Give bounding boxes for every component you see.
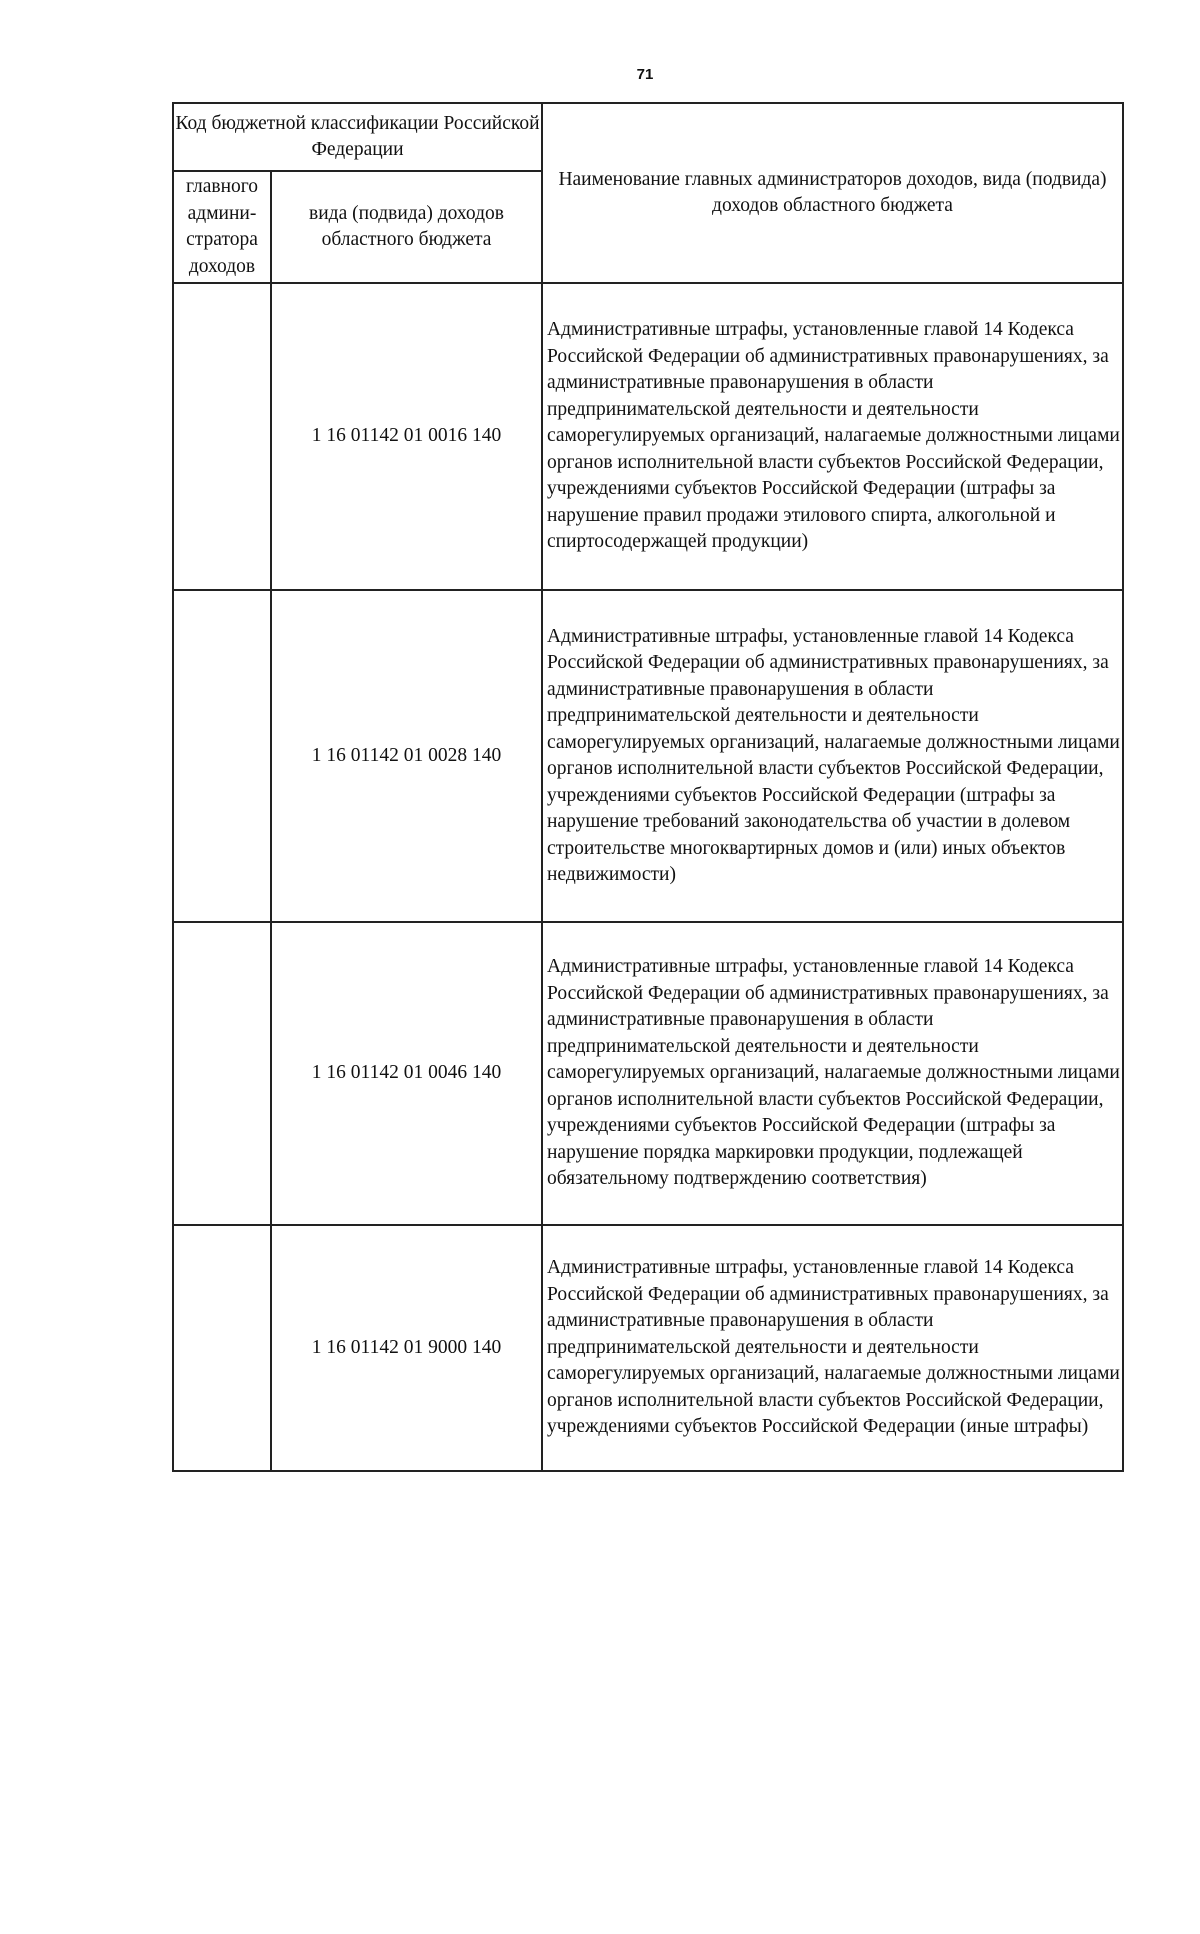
income-code-cell: 1 16 01142 01 9000 140 [271, 1225, 542, 1471]
admin-code-cell [173, 1225, 271, 1471]
income-code-cell: 1 16 01142 01 0028 140 [271, 590, 542, 922]
table-row [173, 922, 1123, 1225]
page-number: 71 [636, 66, 654, 83]
table-header-row [173, 103, 1123, 171]
table-row [173, 1225, 1123, 1471]
header-chief-administrator: главного админи-стратора доходов [173, 171, 271, 283]
income-name-cell: Административные штрафы, установленные главой 14 Кодекса Российской Федерации об административных правонарушениях, за административные правонарушения в области предпринимательской деятельности и деятельности саморегулируемых организаций, налагаемые должностными лицами органов исполнительной власти субъектов Российской Федерации, учреждениями субъектов Российской Федерации (штрафы за нарушение порядка маркировки продукции, подлежащей обязательному подтверждению соответствия) [542, 922, 1123, 1225]
admin-code-cell [173, 283, 271, 590]
income-name-cell: Административные штрафы, установленные главой 14 Кодекса Российской Федерации об административных правонарушениях, за административные правонарушения в области предпринимательской деятельности и деятельности саморегулируемых организаций, налагаемые должностными лицами органов исполнительной власти субъектов Российской Федерации, учреждениями субъектов Российской Федерации (иные штрафы) [542, 1225, 1123, 1471]
header-income-type: вида (подвида) доходов областного бюджета [271, 171, 542, 283]
admin-code-cell [173, 922, 271, 1225]
table-row [173, 590, 1123, 922]
admin-code-cell [173, 590, 271, 922]
table-row [173, 283, 1123, 590]
budget-classification-table [172, 102, 1124, 1472]
income-name-cell: Административные штрафы, установленные главой 14 Кодекса Российской Федерации об административных правонарушениях, за административные правонарушения в области предпринимательской деятельности и деятельности саморегулируемых организаций, налагаемые должностными лицами органов исполнительной власти субъектов Российской Федерации, учреждениями субъектов Российской Федерации (штрафы за нарушение правил продажи этилового спирта, алкогольной и спиртосодержащей продукции) [542, 283, 1123, 590]
income-code-cell: 1 16 01142 01 0016 140 [271, 283, 542, 590]
header-budget-code-group: Код бюджетной классификации Российской Федерации [173, 103, 542, 171]
income-code-cell: 1 16 01142 01 0046 140 [271, 922, 542, 1225]
income-name-cell: Административные штрафы, установленные главой 14 Кодекса Российской Федерации об административных правонарушениях, за административные правонарушения в области предпринимательской деятельности и деятельности саморегулируемых организаций, налагаемые должностными лицами органов исполнительной власти субъектов Российской Федерации, учреждениями субъектов Российской Федерации (штрафы за нарушение требований законодательства об участии в долевом строительстве многоквартирных домов и (или) иных объектов недвижимости) [542, 590, 1123, 922]
header-administrator-name: Наименование главных администраторов доходов, вида (подвида) доходов областного бюджета [542, 103, 1123, 283]
